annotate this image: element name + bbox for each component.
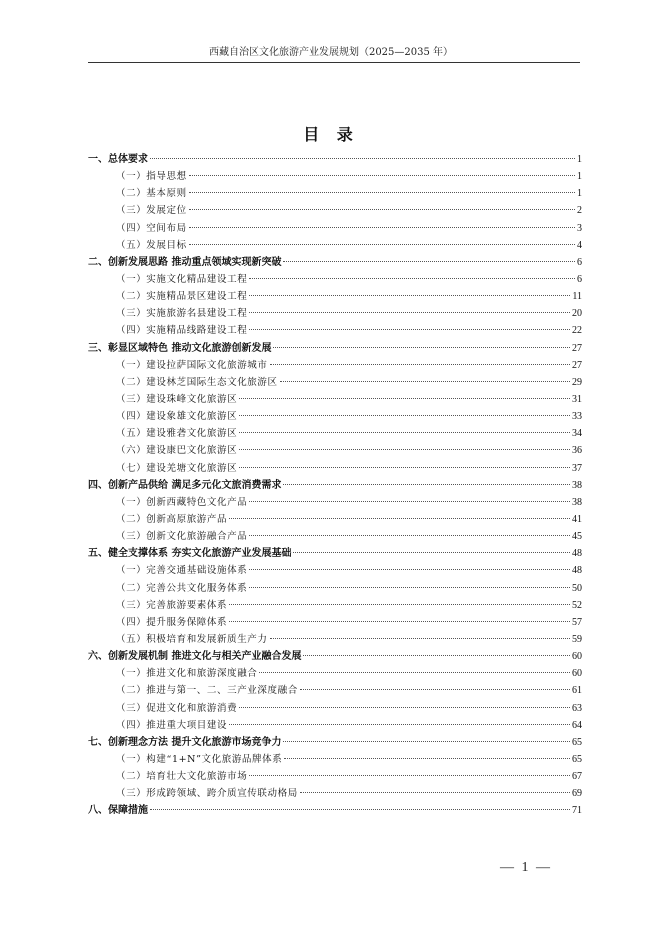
toc-entry-label: （一）创新西藏特色文化产品 [116, 496, 248, 508]
toc-entry-label: 四、创新产品供给 满足多元化文旅消费需求 [88, 479, 282, 491]
toc-entry-label: 五、健全支撑体系 夯实文化旅游产业发展基础 [88, 548, 292, 560]
toc-subsection-2-1[interactable] [88, 271, 582, 288]
toc-title: 目 录 [303, 125, 359, 144]
toc-entry-label: （三）建设珠峰文化旅游区 [116, 393, 238, 405]
toc-subsection-3-7[interactable] [88, 460, 582, 477]
toc-entry-page: 57 [572, 616, 582, 628]
dot-leader [270, 638, 570, 639]
toc-entry-label: （二）完善公共文化服务体系 [116, 582, 248, 594]
dot-leader [239, 415, 570, 416]
dot-leader [259, 672, 570, 673]
toc-entry-page: 48 [572, 548, 582, 560]
toc-entry-page: 22 [572, 325, 582, 337]
toc-entry-page: 6 [577, 273, 582, 285]
toc-entry-label: （六）建设康巴文化旅游区 [116, 445, 238, 457]
toc-entry-page: 2 [577, 205, 582, 217]
dot-leader [189, 244, 575, 245]
toc-entry-page: 65 [572, 736, 582, 748]
toc-entry-page: 48 [572, 565, 582, 577]
toc-entry-page: 63 [572, 702, 582, 714]
dot-leader [249, 278, 575, 279]
toc-subsection-4-3[interactable] [88, 528, 582, 545]
toc-entry-label: （二）实施精品景区建设工程 [116, 291, 248, 303]
toc-entry-label: （三）完善旅游要素体系 [116, 599, 228, 611]
toc-subsection-3-4[interactable] [88, 408, 582, 425]
toc-subsection-1-2[interactable] [88, 185, 582, 202]
dot-leader [229, 604, 570, 605]
toc-entry-page: 31 [572, 393, 582, 405]
toc-subsection-5-1[interactable] [88, 562, 582, 579]
toc-subsection-4-1[interactable] [88, 494, 582, 511]
toc-subsection-6-3[interactable] [88, 700, 582, 717]
dot-leader [249, 587, 570, 588]
toc-section-3[interactable] [88, 340, 582, 357]
dot-leader [280, 381, 570, 382]
toc-subsection-5-4[interactable] [88, 614, 582, 631]
toc-entry-label: （四）空间布局 [116, 222, 187, 234]
dot-leader [273, 347, 570, 348]
toc-section-1[interactable] [88, 151, 582, 168]
toc-subsection-1-1[interactable] [88, 168, 582, 185]
toc-entry-label: （四）推进重大项目建设 [116, 719, 228, 731]
toc-subsection-7-2[interactable] [88, 768, 582, 785]
toc-entry-page: 34 [572, 428, 582, 440]
toc-entry-page: 38 [572, 496, 582, 508]
toc-subsection-1-3[interactable] [88, 202, 582, 219]
dot-leader [150, 809, 570, 810]
toc-subsection-5-2[interactable] [88, 580, 582, 597]
toc-subsection-7-3[interactable] [88, 785, 582, 802]
toc-entry-label: （四）建设象雄文化旅游区 [116, 411, 238, 423]
toc-entry-label: （一）指导思想 [116, 171, 187, 183]
toc-subsection-6-4[interactable] [88, 717, 582, 734]
toc-entry-page: 6 [577, 256, 582, 268]
toc-entry-page: 64 [572, 719, 582, 731]
dot-leader [189, 192, 575, 193]
toc-entry-page: 60 [572, 651, 582, 663]
toc-entry-label: （二）建设林芝国际生态文化旅游区 [116, 376, 278, 388]
dot-leader [249, 501, 570, 502]
toc-entry-label: （七）建设羌塘文化旅游区 [116, 462, 238, 474]
toc-entry-page: 50 [572, 582, 582, 594]
toc-subsection-3-1[interactable] [88, 357, 582, 374]
toc-section-4[interactable] [88, 477, 582, 494]
toc-subsection-5-3[interactable] [88, 597, 582, 614]
toc-entry-label: （三）形成跨领域、跨介质宣传联动格局 [116, 788, 298, 800]
dot-leader [303, 655, 570, 656]
toc-entry-label: （一）实施文化精品建设工程 [116, 273, 248, 285]
dot-leader [300, 689, 570, 690]
toc-entry-page: 45 [572, 531, 582, 543]
toc-entry-page: 59 [572, 633, 582, 645]
toc-entry-page: 4 [577, 239, 582, 251]
toc-entry-page: 27 [572, 342, 582, 354]
dot-leader [229, 724, 570, 725]
dot-leader [239, 449, 570, 450]
dot-leader [239, 467, 570, 468]
toc-entry-label: （二）培育壮大文化旅游市场 [116, 771, 248, 783]
dot-leader [249, 569, 570, 570]
toc-subsection-3-6[interactable] [88, 442, 582, 459]
toc-section-8[interactable] [88, 802, 582, 819]
toc-subsection-2-4[interactable] [88, 322, 582, 339]
toc-subsection-2-2[interactable] [88, 288, 582, 305]
dot-leader [150, 158, 575, 159]
toc-entry-label: （一）建设拉萨国际文化旅游城市 [116, 359, 268, 371]
dot-leader [189, 209, 575, 210]
toc-entry-page: 11 [572, 291, 582, 303]
toc-entry-page: 71 [572, 805, 582, 817]
dot-leader [239, 432, 570, 433]
toc-subsection-7-1[interactable] [88, 751, 582, 768]
toc-entry-page: 3 [577, 222, 582, 234]
toc-entry-label: 三、彰显区域特色 推动文化旅游创新发展 [88, 342, 272, 354]
dot-leader [229, 621, 570, 622]
dot-leader [249, 295, 570, 296]
toc-entry-page: 38 [572, 479, 582, 491]
toc-entry-page: 67 [572, 771, 582, 783]
toc-entry-label: （四）提升服务保障体系 [116, 616, 228, 628]
header-rule [88, 62, 580, 63]
dot-leader [249, 329, 570, 330]
toc-subsection-2-3[interactable] [88, 305, 582, 322]
toc-entry-page: 1 [577, 188, 582, 200]
dot-leader [283, 261, 575, 262]
toc-entry-label: （二）基本原则 [116, 188, 187, 200]
toc-entry-label: （五）积极培育和发展新质生产力 [116, 633, 268, 645]
toc-entry-page: 37 [572, 462, 582, 474]
dot-leader [293, 552, 570, 553]
toc-subsection-6-2[interactable] [88, 682, 582, 699]
toc-section-7[interactable] [88, 734, 582, 751]
toc-section-6[interactable] [88, 648, 582, 665]
toc-entry-label: （五）建设雅砻文化旅游区 [116, 428, 238, 440]
toc-subsection-1-5[interactable] [88, 237, 582, 254]
toc-entry-label: 一、总体要求 [88, 154, 148, 165]
toc-entry-label: 二、创新发展思路 推动重点领域实现新突破 [88, 256, 282, 268]
toc-entry-label: （二）创新高原旅游产品 [116, 513, 228, 525]
toc-section-2[interactable] [88, 254, 582, 271]
dot-leader [189, 175, 575, 176]
toc-entry-page: 36 [572, 445, 582, 457]
toc-entry-page: 52 [572, 599, 582, 611]
toc-subsection-3-3[interactable] [88, 391, 582, 408]
dot-leader [239, 707, 570, 708]
toc-entry-page: 65 [572, 753, 582, 765]
toc-entry-label: （三）促进文化和旅游消费 [116, 702, 238, 714]
toc-section-5[interactable] [88, 545, 582, 562]
toc-entry-label: （二）推进与第一、二、三产业深度融合 [116, 685, 298, 697]
dot-leader [249, 775, 570, 776]
toc-entry-page: 60 [572, 668, 582, 680]
dot-leader [283, 741, 570, 742]
dot-leader [189, 227, 575, 228]
toc-entry-label: （三）实施旅游名县建设工程 [116, 308, 248, 320]
toc-entry-page: 1 [577, 154, 582, 165]
dot-leader [284, 758, 570, 759]
dot-leader [300, 792, 570, 793]
dot-leader [249, 535, 570, 536]
toc-subsection-5-5[interactable] [88, 631, 582, 648]
page-header: 西藏自治区文化旅游产业发展规划（2025—2035 年） [208, 47, 454, 58]
dot-leader [229, 518, 570, 519]
toc-entry-page: 20 [572, 308, 582, 320]
toc-entry-page: 69 [572, 788, 582, 800]
toc-entry-page: 27 [572, 359, 582, 371]
dot-leader [249, 312, 570, 313]
table-of-contents [88, 151, 582, 819]
toc-entry-label: 七、创新理念方法 提升文化旅游市场竞争力 [88, 736, 282, 748]
toc-subsection-4-2[interactable] [88, 511, 582, 528]
toc-entry-page: 61 [572, 685, 582, 697]
toc-entry-label: （一）构建“1+N”文化旅游品牌体系 [116, 753, 283, 765]
toc-subsection-3-5[interactable] [88, 425, 582, 442]
toc-entry-label: （四）实施精品线路建设工程 [116, 325, 248, 337]
dot-leader [270, 364, 570, 365]
toc-entry-page: 1 [577, 171, 582, 183]
page-number: — 1 — [500, 860, 552, 875]
toc-subsection-1-4[interactable] [88, 220, 582, 237]
toc-entry-page: 33 [572, 411, 582, 423]
toc-entry-page: 29 [572, 376, 582, 388]
toc-entry-page: 41 [572, 513, 582, 525]
toc-entry-label: （一）完善交通基础设施体系 [116, 565, 248, 577]
toc-entry-label: （一）推进文化和旅游深度融合 [116, 668, 258, 680]
toc-entry-label: （五）发展目标 [116, 239, 187, 251]
toc-subsection-6-1[interactable] [88, 665, 582, 682]
dot-leader [283, 484, 570, 485]
toc-entry-label: （三）发展定位 [116, 205, 187, 217]
toc-entry-label: 八、保障措施 [88, 805, 148, 817]
toc-entry-label: 六、创新发展机制 推进文化与相关产业融合发展 [88, 651, 302, 663]
toc-entry-label: （三）创新文化旅游融合产品 [116, 531, 248, 543]
dot-leader [239, 398, 570, 399]
toc-subsection-3-2[interactable] [88, 374, 582, 391]
